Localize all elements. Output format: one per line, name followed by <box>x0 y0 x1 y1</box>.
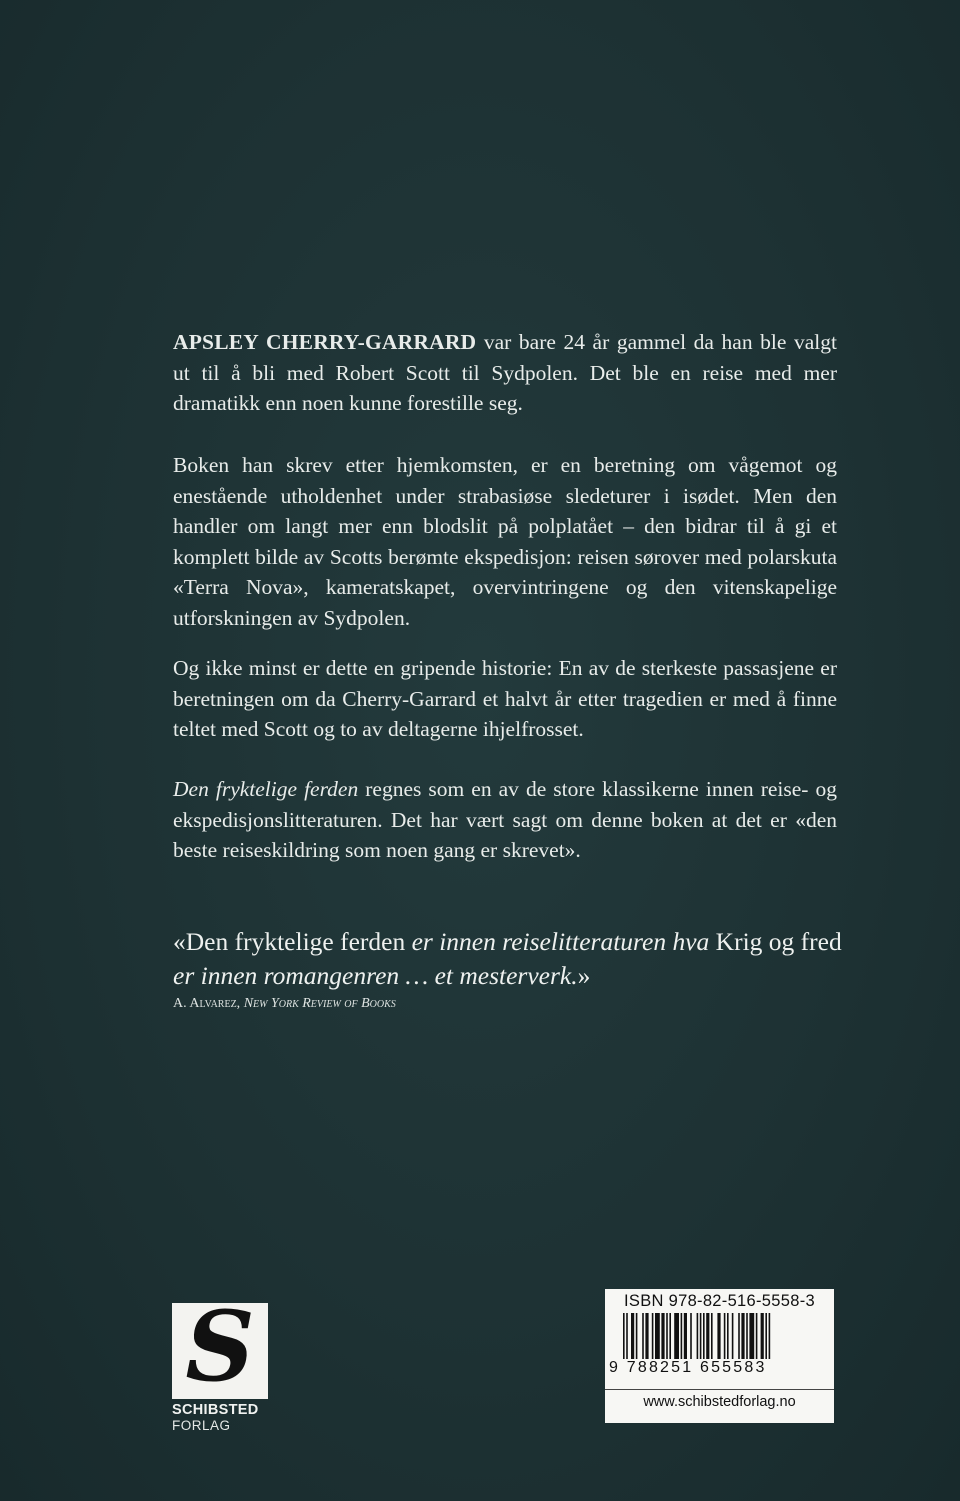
review-quote <box>173 925 843 993</box>
quote-attribution <box>173 996 573 1012</box>
publisher-url: www.schibstedforlag.no <box>643 1394 796 1410</box>
blurb-paragraph-1-text: var bare 24 år gammel da han ble valgt ut til å bli med Robert Scott til Sydpolen. Det ble en reise med mer dramatikk enn noen kunne forestille seg. <box>173 330 837 415</box>
book-title: Den fryktelige ferden <box>173 777 359 801</box>
quote-close: » <box>577 961 591 990</box>
barcode-digits: 9 788251 655583 <box>609 1359 767 1376</box>
blurb-paragraph-2: Boken han skrev etter hjemkomsten, er en beretning om vågemot og enestående utholdenhet under strabasiøse sledeturer i isødet. Men den handler om langt mer enn blodslit på polplatået – den bidrar til å gi et komplett bilde av Scotts berømte ekspedisjon: reisen sørover med polarskuta «Terra Nova», kameratskapet, overvintringene og den vitenskapelige utforskningen av Sydpolen. <box>173 453 837 630</box>
publisher-subtitle: FORLAG <box>172 1418 231 1433</box>
quote-italic-1: er innen reiselitteraturen hva <box>411 927 710 956</box>
publisher-logo-letter: S <box>185 1290 255 1403</box>
quote-source-publication: New York Review of Books <box>243 996 396 1011</box>
publisher-logo <box>172 1290 268 1403</box>
barcode-icon <box>623 1313 817 1359</box>
quote-source-name: A. Alvarez, <box>173 996 244 1011</box>
publisher-name: SCHIBSTED <box>172 1402 259 1418</box>
barcode-divider <box>605 1389 834 1390</box>
blurb-paragraph-3: Og ikke minst er dette en gripende historie: En av de sterkeste passasjene er beretningen om da Cherry-Garrard et halvt år etter tragedien er med å finne teltet med Scott og to av deltagerne ihjelfrosset. <box>173 656 837 741</box>
blurb-paragraph-4-text: regnes som en av de store klassikerne innen reise- og ekspedisjonslitteraturen. Det har vært sagt om denne boken at det er «den beste reiseskildring som noen gang er skrevet». <box>173 777 837 862</box>
isbn-label: ISBN 978-82-516-5558-3 <box>624 1292 815 1310</box>
barcode-panel <box>605 1289 834 1423</box>
blurb-paragraph-4 <box>173 774 837 866</box>
author-name: APSLEY CHERRY-GARRARD <box>173 330 477 354</box>
quote-mid: Krig og fred <box>709 927 842 956</box>
blurb-paragraph-1 <box>173 327 837 419</box>
quote-italic-2: er innen romangenren … et mesterverk. <box>173 961 578 990</box>
quote-open: «Den fryktelige ferden <box>173 927 412 956</box>
